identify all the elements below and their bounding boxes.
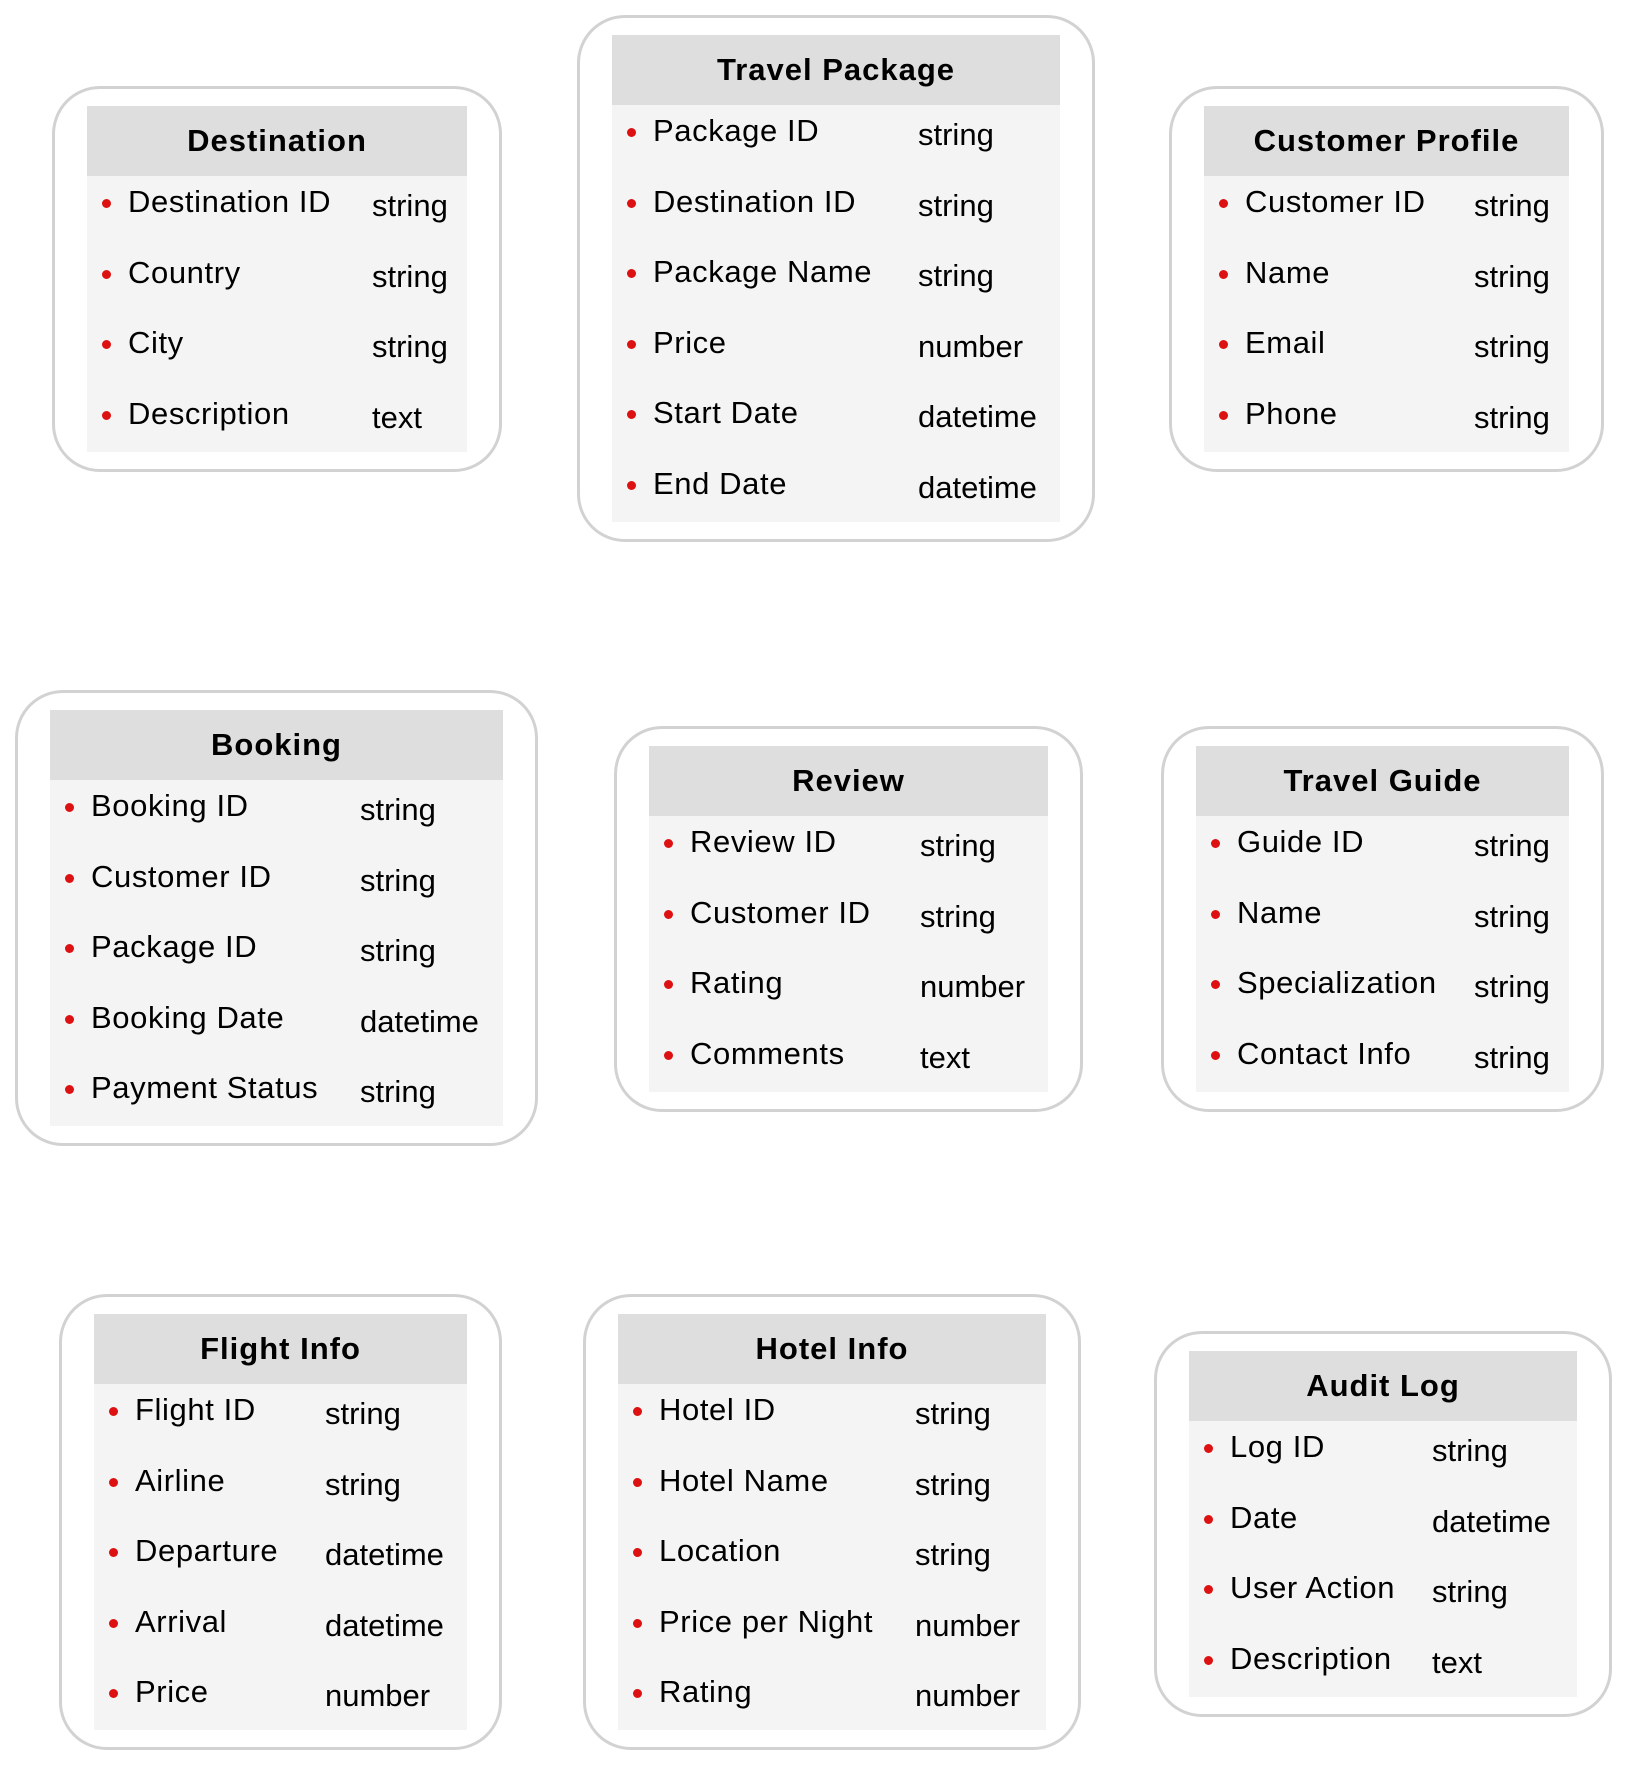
entity-title: Review [649,746,1048,816]
bullet-icon [65,944,74,953]
attribute-type: string [325,1466,401,1502]
attribute-row [618,1596,1046,1667]
attribute-type: string [372,329,448,364]
attribute-row [87,176,467,247]
attribute-name: Description [1230,1640,1392,1676]
attribute-type: string [915,1466,991,1502]
attribute-name: Review ID [690,824,837,859]
bullet-icon [102,270,111,279]
bullet-icon [102,411,111,420]
attribute-name: Price per Night [659,1603,874,1639]
attribute-row [87,388,467,459]
attribute-type: string [918,258,994,293]
attribute-name: Description [128,395,290,431]
attribute-row [649,1028,1048,1099]
attribute-type: string [918,187,994,223]
attribute-name: Flight ID [135,1392,256,1427]
attribute-name: Location [659,1533,782,1568]
bullet-icon [65,874,74,883]
attribute-name: Rating [659,1674,753,1709]
attribute-type: string [1432,1433,1508,1468]
attribute-type: datetime [325,1607,444,1643]
attribute-type: number [915,1607,1021,1643]
bullet-icon [65,803,74,812]
bullet-icon [1211,839,1220,848]
attribute-name: City [128,325,184,360]
bullet-icon [1211,910,1220,919]
entity-title: Flight Info [94,1314,467,1384]
attribute-row [1204,247,1569,318]
attribute-row [1204,176,1569,247]
entity-title: Hotel Info [618,1314,1046,1384]
attribute-name: Contact Info [1237,1035,1412,1071]
attribute-row [1189,1562,1577,1633]
bullet-icon [664,1051,673,1060]
attribute-type: string [1474,1039,1550,1075]
attribute-type: string [325,1396,401,1431]
bullet-icon [109,1407,118,1416]
attribute-type: string [1474,329,1550,364]
bullet-icon [664,980,673,989]
attribute-row [612,458,1060,529]
entity-table [1189,1351,1577,1697]
bullet-icon [109,1548,118,1557]
entity-table [50,710,503,1126]
attribute-row [618,1384,1046,1455]
attribute-row [618,1455,1046,1526]
attribute-row [649,887,1048,958]
attribute-name: Email [1245,325,1326,360]
attribute-name: Hotel Name [659,1462,829,1498]
attribute-name: Hotel ID [659,1392,776,1427]
attribute-type: string [915,1396,991,1431]
attribute-row [87,247,467,318]
bullet-icon [1204,1585,1213,1594]
bullet-icon [1219,199,1228,208]
entity-table [1196,746,1569,1092]
entity-customer-profile [1169,86,1604,472]
bullet-icon [109,1689,118,1698]
attribute-row [649,816,1048,887]
attribute-name: Name [1245,254,1331,290]
attribute-row [1196,887,1569,958]
bullet-icon [65,1015,74,1024]
attribute-row [612,387,1060,458]
bullet-icon [627,340,636,349]
attribute-type: string [1474,258,1550,294]
bullet-icon [633,1689,642,1698]
attribute-name: End Date [653,465,788,501]
attribute-name: Booking Date [91,999,285,1035]
attribute-type: text [1432,1644,1482,1680]
attribute-row [94,1384,467,1455]
entity-table [94,1314,467,1730]
attribute-type: string [1432,1574,1508,1609]
entity-title: Customer Profile [1204,106,1569,176]
attribute-row [1189,1421,1577,1492]
attribute-type: datetime [918,399,1037,434]
attribute-type: text [920,1039,970,1075]
attribute-row [1196,816,1569,887]
bullet-icon [627,269,636,278]
attribute-name: User Action [1230,1570,1396,1605]
attribute-name: Customer ID [91,858,272,894]
attribute-name: Arrival [135,1603,228,1639]
attribute-name: Specialization [1237,965,1437,1000]
attribute-type: string [360,862,436,898]
bullet-icon [627,410,636,419]
attribute-row [649,957,1048,1028]
attribute-name: Destination ID [653,183,857,219]
bullet-icon [65,1085,74,1094]
attribute-row [612,105,1060,176]
attribute-row [618,1666,1046,1737]
attribute-name: Comments [690,1035,845,1071]
bullet-icon [1219,340,1228,349]
attribute-name: Phone [1245,395,1338,431]
attribute-name: Departure [135,1533,279,1568]
attribute-name: Price [135,1674,209,1709]
attribute-name: Rating [690,965,784,1000]
entity-table [1204,106,1569,452]
bullet-icon [1219,411,1228,420]
attribute-type: string [360,933,436,968]
attribute-name: Name [1237,894,1323,930]
attribute-row [50,1062,503,1133]
entity-title: Travel Package [612,35,1060,105]
bullet-icon [633,1619,642,1628]
attribute-row [1204,317,1569,388]
attribute-type: string [372,188,448,223]
attribute-type: string [360,792,436,827]
entity-title: Travel Guide [1196,746,1569,816]
attribute-row [50,921,503,992]
attribute-type: string [372,258,448,294]
entity-table [612,35,1060,522]
attribute-row [94,1455,467,1526]
bullet-icon [1204,1515,1213,1524]
entity-review [614,726,1083,1112]
attribute-row [94,1596,467,1667]
attribute-type: datetime [360,1003,479,1039]
bullet-icon [633,1478,642,1487]
attribute-name: Payment Status [91,1070,319,1105]
bullet-icon [109,1619,118,1628]
bullet-icon [627,199,636,208]
attribute-row [1196,957,1569,1028]
bullet-icon [102,199,111,208]
attribute-type: number [918,328,1024,364]
bullet-icon [1211,1051,1220,1060]
attribute-row [612,246,1060,317]
entity-table [649,746,1048,1092]
attribute-name: Destination ID [128,184,332,219]
attribute-name: Log ID [1230,1429,1325,1464]
bullet-icon [627,128,636,137]
attribute-name: Package ID [91,929,258,964]
attribute-row [94,1666,467,1737]
attribute-type: datetime [918,469,1037,505]
entity-booking [15,690,538,1146]
attribute-row [50,992,503,1063]
attribute-row [612,176,1060,247]
bullet-icon [1219,270,1228,279]
attribute-name: Booking ID [91,788,249,823]
entity-title: Booking [50,710,503,780]
entity-table [87,106,467,452]
entity-flight-info [59,1294,502,1750]
attribute-row [612,317,1060,388]
bullet-icon [109,1478,118,1487]
bullet-icon [1204,1444,1213,1453]
bullet-icon [102,340,111,349]
attribute-type: text [372,399,422,435]
bullet-icon [633,1548,642,1557]
attribute-type: string [915,1537,991,1572]
entity-destination [52,86,502,472]
bullet-icon [664,910,673,919]
attribute-row [87,317,467,388]
attribute-name: Airline [135,1462,226,1498]
attribute-type: string [360,1074,436,1109]
attribute-name: Package Name [653,254,873,289]
attribute-name: Country [128,254,241,290]
attribute-type: number [325,1678,431,1713]
entity-audit-log [1154,1331,1612,1717]
attribute-row [50,780,503,851]
attribute-row [1189,1633,1577,1704]
attribute-name: Customer ID [690,894,871,930]
entity-travel-package [577,15,1095,542]
attribute-type: string [1474,188,1550,223]
attribute-type: number [920,969,1026,1004]
entity-travel-guide [1161,726,1604,1112]
attribute-row [1196,1028,1569,1099]
bullet-icon [633,1407,642,1416]
entity-table [618,1314,1046,1730]
attribute-type: datetime [1432,1503,1551,1539]
attribute-name: Price [653,324,727,360]
attribute-name: Start Date [653,395,799,430]
attribute-name: Date [1230,1499,1298,1535]
attribute-type: string [1474,828,1550,863]
attribute-type: string [920,898,996,934]
attribute-name: Guide ID [1237,824,1365,859]
attribute-type: string [918,117,994,152]
attribute-row [1189,1492,1577,1563]
attribute-row [50,851,503,922]
attribute-type: number [915,1678,1021,1713]
attribute-row [1204,388,1569,459]
attribute-row [618,1525,1046,1596]
attribute-name: Customer ID [1245,184,1426,219]
attribute-type: datetime [325,1537,444,1572]
attribute-type: string [920,828,996,863]
entity-title: Audit Log [1189,1351,1577,1421]
bullet-icon [1204,1656,1213,1665]
bullet-icon [627,481,636,490]
attribute-row [94,1525,467,1596]
entity-title: Destination [87,106,467,176]
entity-hotel-info [583,1294,1081,1750]
attribute-type: string [1474,399,1550,435]
attribute-name: Package ID [653,113,820,148]
attribute-type: string [1474,898,1550,934]
bullet-icon [664,839,673,848]
attribute-type: string [1474,969,1550,1004]
bullet-icon [1211,980,1220,989]
